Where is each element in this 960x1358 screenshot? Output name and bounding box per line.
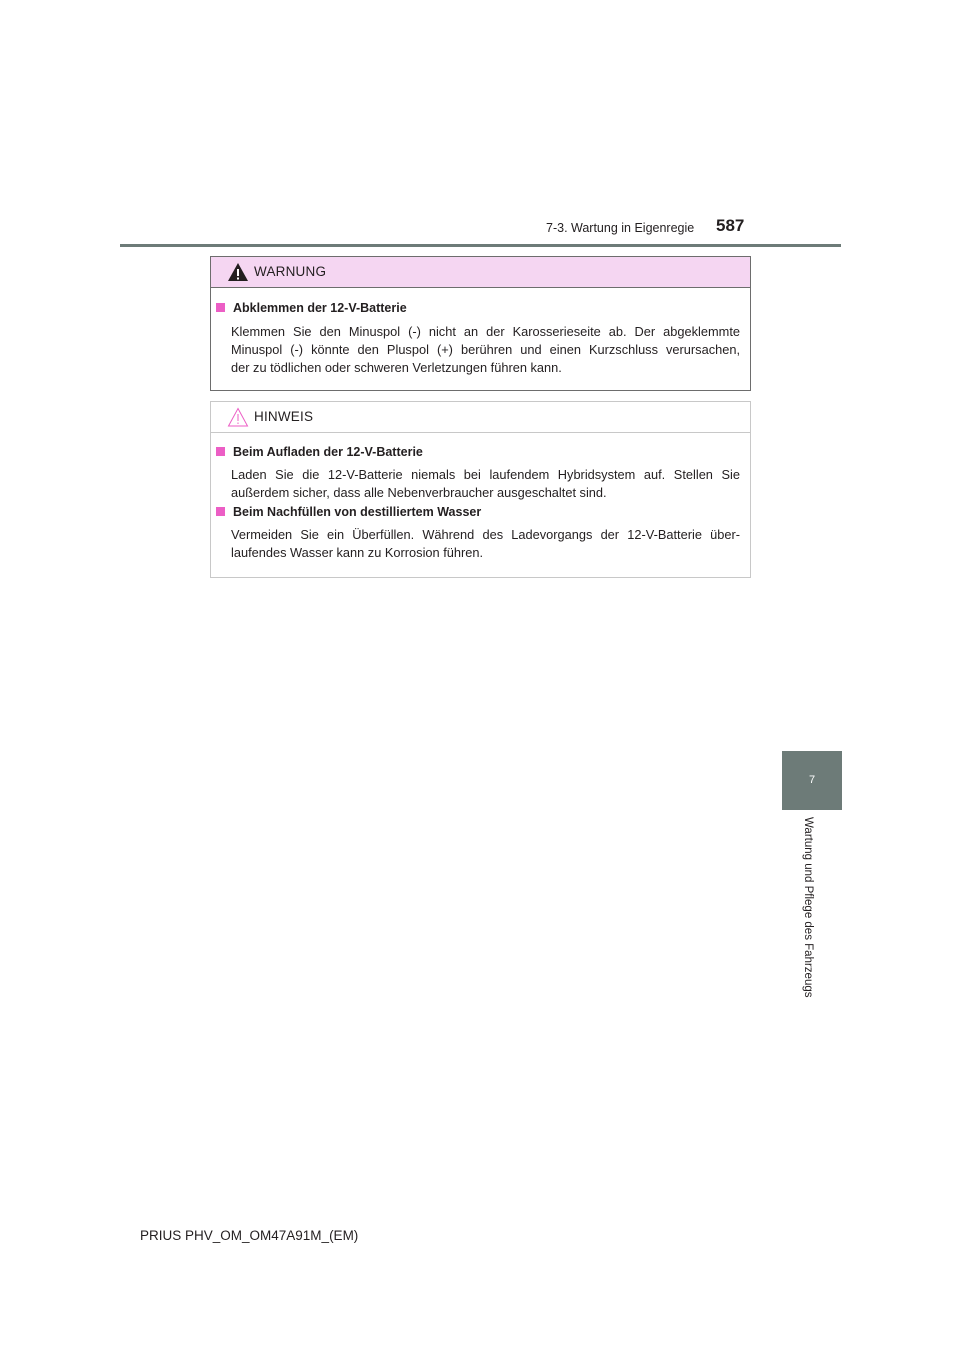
notice-item-body: Laden Sie die 12-V-Batterie niemals bei laufendem Hybridsystem auf. Stellen Sie außerdem sicher, dass alle Nebenverbraucher ausgeschaltet sind. xyxy=(231,467,740,500)
notice-box-header xyxy=(211,402,750,433)
square-bullet-icon xyxy=(216,447,225,456)
warning-item-body: Klemmen Sie den Minuspol (-) nicht an der Karosserieseite ab. Der abgeklemmte Minuspol (-) könnte den Pluspol (+) berühren und einen Kurzschluss verursachen, der zu tödlichen oder schweren Verletzungen führen kann. xyxy=(231,324,740,375)
document-code: PRIUS PHV_OM_OM47A91M_(EM) xyxy=(140,1228,359,1243)
warning-heading: WARNUNG xyxy=(254,264,327,279)
notice-heading: HINWEIS xyxy=(254,409,314,424)
chapter-number: 7 xyxy=(808,774,816,786)
chapter-title: Wartung und Pflege des Fahrzeugs xyxy=(802,817,814,998)
page-number: 587 xyxy=(716,216,745,235)
warning-filled-triangle-icon xyxy=(227,262,249,282)
notice-box xyxy=(210,401,751,578)
section-title: 7-3. Wartung in Eigenregie xyxy=(546,221,695,235)
warning-item-title: Abklemmen der 12-V-Batterie xyxy=(216,301,407,315)
notice-item-title: Beim Aufladen der 12-V-Batterie xyxy=(216,445,423,459)
chapter-tab xyxy=(782,751,842,810)
warning-box-header xyxy=(211,257,750,288)
header-divider xyxy=(120,244,841,247)
notice-item-body: Vermeiden Sie ein Überfüllen. Während des Ladevorgangs der 12-V-Batterie über- laufendes Wasser kann zu Korrosion führen. xyxy=(231,527,740,560)
square-bullet-icon xyxy=(216,303,225,312)
notice-item-title: Beim Nachfüllen von destilliertem Wasser xyxy=(216,505,481,519)
square-bullet-icon xyxy=(216,507,225,516)
warning-outline-triangle-icon xyxy=(227,407,249,427)
warning-box xyxy=(210,256,751,391)
